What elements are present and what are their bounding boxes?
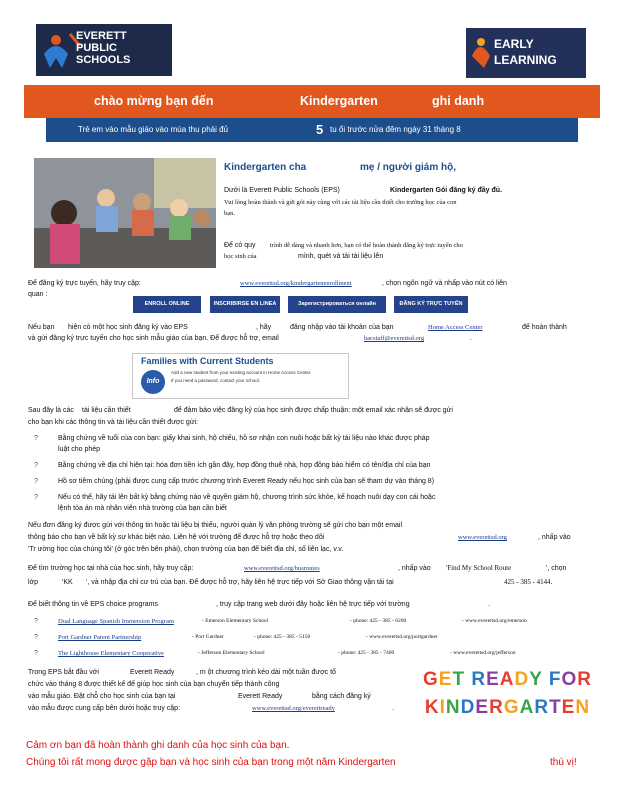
get-ready-letter: G: [423, 669, 439, 690]
info-box-title: Families with Current Students: [141, 356, 274, 366]
existing-line2-end: .: [470, 335, 472, 342]
kindergarten-text: Kindergarten: [300, 94, 378, 108]
info-icon: Info: [141, 370, 165, 394]
transportation-phone: 425 - 385 - 4144.: [504, 578, 553, 586]
choice-line-b: , truy cập trang web dưới đây hoặc liên hệ trực tiếp với trường: [216, 601, 410, 608]
bullet-icon: ?: [34, 634, 38, 641]
doc-item-1-b: luật cho phép: [58, 446, 101, 453]
get-ready-letter: E: [475, 697, 490, 718]
families-with-current-students-box: [132, 353, 349, 399]
paper-line1: Nếu đơn đăng ký được gửi với thông tin hoặc tài liệu bị thiếu, người quản lý văn phòng trường sẽ gửi cho bạn một email: [28, 522, 403, 529]
intro-line5-b: mình, quét và tải tài liệu lên: [298, 253, 384, 260]
program-1-school: - Emerson Elementary School: [202, 618, 269, 624]
get-ready-letter: T: [452, 669, 466, 690]
doc-item-4-a: Nếu có thể, hãy tải lên bất kỳ bằng chứng nào về quyền giám hộ, chương trình sức khỏe, kế hoạch nuôi dạy con cái hoặc: [58, 494, 436, 501]
doc-item-1-a: Bằng chứng về tuổi của con bạn: giấy khai sinh, hộ chiếu, hồ sơ nhận con nuôi hoặc bất kỳ tài liệu nào khác được pháp: [58, 435, 430, 442]
get-ready-letter: R: [471, 669, 487, 690]
age-number: 5: [316, 122, 324, 137]
closing-line1: Cảm ơn bạn đã hoàn thành ghi danh của học sinh của bạn.: [26, 740, 290, 751]
get-ready-letter: T: [549, 697, 562, 718]
docs-line1-a: Sau đây là các: [28, 407, 74, 414]
info-box-text2: If you need a password, contact your school.: [171, 378, 261, 383]
welcome-text: chào mừng bạn đến: [94, 94, 214, 108]
kindergarten-enrollment-link[interactable]: www.everettsd.org/kindergartenenrollment: [240, 280, 352, 287]
intro-line1-b: Kindergarten Gói đăng ký đầy đủ.: [390, 187, 503, 194]
everett-ready-link[interactable]: www.everettsd.org/everettready: [252, 705, 335, 712]
get-ready-letter: D: [514, 669, 530, 690]
program-3-url[interactable]: - www.everettsd.org/jefferson: [450, 650, 516, 656]
existing-line2: và gửi đăng ký trực tuyến cho học sinh mẫu giáo của bạn. Để được hỗ trợ, email: [28, 335, 279, 342]
paper-line3: 'Tr ường học của chúng tôi' (ở góc trên bên phải), chọn trường của bạn để biết địa chỉ, số liên lạc, v.v.: [28, 546, 344, 553]
lighthouse-cooperative-link[interactable]: The Lighthouse Elementary Cooperative: [58, 650, 164, 657]
route-line2-a: lớp: [28, 579, 39, 586]
online-line1-b: , chọn ngôn ngữ và nhấp vào nút có liên: [382, 280, 507, 287]
bullet-icon: ?: [34, 618, 38, 625]
program-3-phone: - phone: 425 - 385 - 7400: [338, 650, 395, 656]
ready-line3-b: Everett Ready: [238, 693, 283, 700]
program-2-url[interactable]: - www.everettsd.org/portgardner: [366, 634, 438, 640]
paper-line2-a: thông báo cho bạn về bất kỳ sự khác biệt nào. Liên hệ với trường để được hỗ trợ hoặc theo dõi: [28, 534, 325, 541]
get-ready-letter: N: [575, 697, 591, 718]
everettsd-link[interactable]: www.everettsd.org: [458, 534, 507, 541]
doc-item-4-b: lệnh tòa án mà nhân viên nhà trường của bạn cần biết: [58, 505, 227, 512]
get-ready-letter: E: [486, 669, 500, 690]
existing-line1-b: hiện có một học sinh đăng ký vào EPS: [68, 324, 188, 331]
get-ready-letter: I: [439, 697, 446, 718]
route-line1-a: Để tìm trường học tại nhà của học sinh, hãy truy cập:: [28, 565, 194, 572]
choice-line-end: .: [488, 601, 490, 608]
online-line1-a: Để đăng ký trực tuyến, hãy truy cập:: [28, 280, 141, 287]
intro-line4-b: trình dễ dàng và nhanh hơn, bạn có thể hoàn thành đăng ký trực tuyến cho: [270, 242, 463, 249]
program-2-school: - Port Gardner: [192, 634, 224, 640]
route-line2-b: ', và nhập địa chỉ cư trú của bạn. Để được hỗ trợ, hãy liên hệ trực tiếp với Sở Giao thông vận tải tại: [86, 579, 394, 586]
existing-line1-e: để hoàn thành: [522, 324, 567, 331]
get-ready-letter: Y: [529, 669, 543, 690]
get-ready-letter: R: [534, 697, 550, 718]
choice-line-a: Để biết thông tin về EPS choice programs: [28, 601, 158, 608]
intro-heading-b: mẹ / người giám hộ,: [360, 162, 457, 173]
bullet-icon: ?: [34, 478, 38, 485]
bus-routes-link[interactable]: www.everettsd.org/busroutes: [244, 565, 320, 572]
get-ready-letter: O: [561, 669, 578, 690]
get-ready-letter: A: [499, 669, 515, 690]
ready-line1-c: , m ột chương trình kéo dài một tuần được tổ: [196, 669, 336, 676]
existing-line1-c: , hãy: [256, 324, 272, 331]
get-ready-letter: E: [561, 697, 576, 718]
ready-line4-end: .: [392, 705, 394, 712]
kk-label: 'KK: [62, 579, 73, 586]
online-line2: quan :: [28, 291, 48, 298]
get-ready-letter: D: [460, 697, 476, 718]
docs-line2: cho bạn khi các thông tin và tài liệu cần thiết được gửi:: [28, 419, 199, 426]
intro-line3: bạn.: [224, 210, 236, 217]
classroom-photo: [34, 158, 216, 268]
get-ready-letter: A: [519, 697, 535, 718]
get-ready-for-kindergarten-graphic: [405, 667, 610, 724]
closing-line2-b: thú vị!: [550, 757, 577, 768]
hac-staff-email-link[interactable]: hacstaff@everettsd.org: [364, 335, 425, 342]
get-ready-letter: G: [503, 697, 520, 718]
intro-line1-a: Dưới là Everett Public Schools (EPS): [224, 187, 340, 194]
age-requirement-prefix: Trẻ em vào mẫu giáo vào mùa thu phải đủ: [78, 125, 229, 134]
get-ready-letter: F: [548, 669, 562, 690]
get-ready-letter: R: [489, 697, 504, 718]
get-ready-letter: N: [445, 697, 461, 718]
port-gardner-program-link[interactable]: Port Gardner Parent Partnership: [58, 634, 142, 641]
intro-heading-a: Kindergarten cha: [224, 162, 307, 173]
ready-line3-c: bằng cách đăng ký: [312, 693, 371, 700]
program-3-school: - Jefferson Elementary School: [198, 650, 265, 656]
intro-line4-a: Để có quy: [224, 242, 256, 249]
paper-line2-b: , nhấp vào: [538, 534, 571, 541]
vietnamese-enroll-button[interactable]: ĐĂNG KÝ TRỰC TUYẾN: [394, 296, 468, 313]
get-ready-line1: [405, 667, 610, 693]
early-learning-logo: [466, 28, 586, 78]
ready-line3-a: vào mẫu giáo. Đặt chỗ cho học sinh của bạn tại: [28, 693, 176, 700]
ready-line2: chức vào tháng 8 được thiết kế để giúp học sinh của bạn chuyển tiếp thành công: [28, 681, 280, 688]
existing-line1-a: Nếu bạn: [28, 324, 55, 331]
get-ready-line2: [405, 695, 610, 721]
age-requirement-suffix: tu ổi trước nửa đêm ngày 31 tháng 8: [330, 125, 461, 134]
existing-line1-d: đăng nhập vào tài khoản của bạn: [290, 324, 394, 331]
get-ready-letter: K: [424, 697, 440, 718]
bullet-icon: ?: [34, 462, 38, 469]
docs-line1-c: để đảm bảo việc đăng ký của học sinh được chấp thuận: một email xác nhận sẽ được gửi: [174, 407, 453, 414]
everett-public-schools-logo: [36, 24, 172, 76]
enroll-text: ghi danh: [432, 94, 485, 108]
closing-line2-a: Chúng tôi rất mong được gặp bạn và học sinh của bạn trong một năm Kindergarten: [26, 757, 396, 768]
home-access-center-link[interactable]: Home Access Center: [428, 324, 483, 331]
doc-item-2: Bằng chứng về địa chỉ hiện tại: hóa đơn tiền ích gần đây, hợp đồng thuê nhà, hợp đồng bảo hiểm có tên/địa chỉ của bạn: [58, 462, 431, 469]
route-label: 'Find My School Route: [446, 564, 512, 572]
docs-line1-b: tài liệu cần thiết: [82, 407, 131, 414]
route-line1-c: ', chọn: [546, 565, 567, 572]
enroll-online-button[interactable]: ENROLL ONLINE: [133, 296, 201, 313]
intro-line5-a: học sinh của: [224, 253, 257, 260]
eps-logo-text: EVERETT PUBLIC SCHOOLS: [76, 30, 131, 66]
early-logo-text: EARLY LEARNING: [494, 37, 557, 67]
inscribirse-en-linea-button[interactable]: INSCRIBIRSE EN LINEA: [210, 296, 280, 313]
program-2-phone: - phone: 425 - 385 - 5150: [254, 634, 311, 640]
get-ready-letter: R: [577, 669, 592, 690]
bullet-icon: ?: [34, 435, 38, 442]
route-line1-b: , nhấp vào: [398, 565, 431, 572]
bullet-icon: ?: [34, 494, 38, 501]
get-ready-letter: E: [438, 669, 453, 690]
bullet-icon: ?: [34, 650, 38, 657]
info-box-text1: Add a new student from your existing account in Home Access Center.: [171, 370, 312, 375]
welcome-banner: [24, 85, 600, 118]
ready-line4-a: vào mẫu được cung cấp bên dưới hoặc truy cập:: [28, 705, 181, 712]
program-1-url[interactable]: - www.everettsd.org/emerson: [462, 618, 527, 624]
intro-line2: Vui lòng hoàn thành và gửi gói này cùng với các tài liệu cần thiết cho trường học của con: [224, 199, 457, 206]
ready-line1-a: Trong EPS bắt đầu với: [28, 669, 99, 676]
russian-enroll-button[interactable]: Зарегистрироваться онлайн: [288, 296, 386, 313]
dual-language-program-link[interactable]: Dual Language Spanish Immersion Program: [58, 618, 174, 625]
ready-line1-b: Everett Ready: [130, 669, 175, 676]
age-requirement-banner: [46, 118, 578, 142]
program-1-phone: - phone: 425 - 385 - 6200: [350, 618, 407, 624]
doc-item-3: Hồ sơ tiêm chủng (phải được cung cấp trước chương trình Everett Ready nếu học sinh của bạn sẽ tham dự vào tháng 8): [58, 478, 435, 485]
